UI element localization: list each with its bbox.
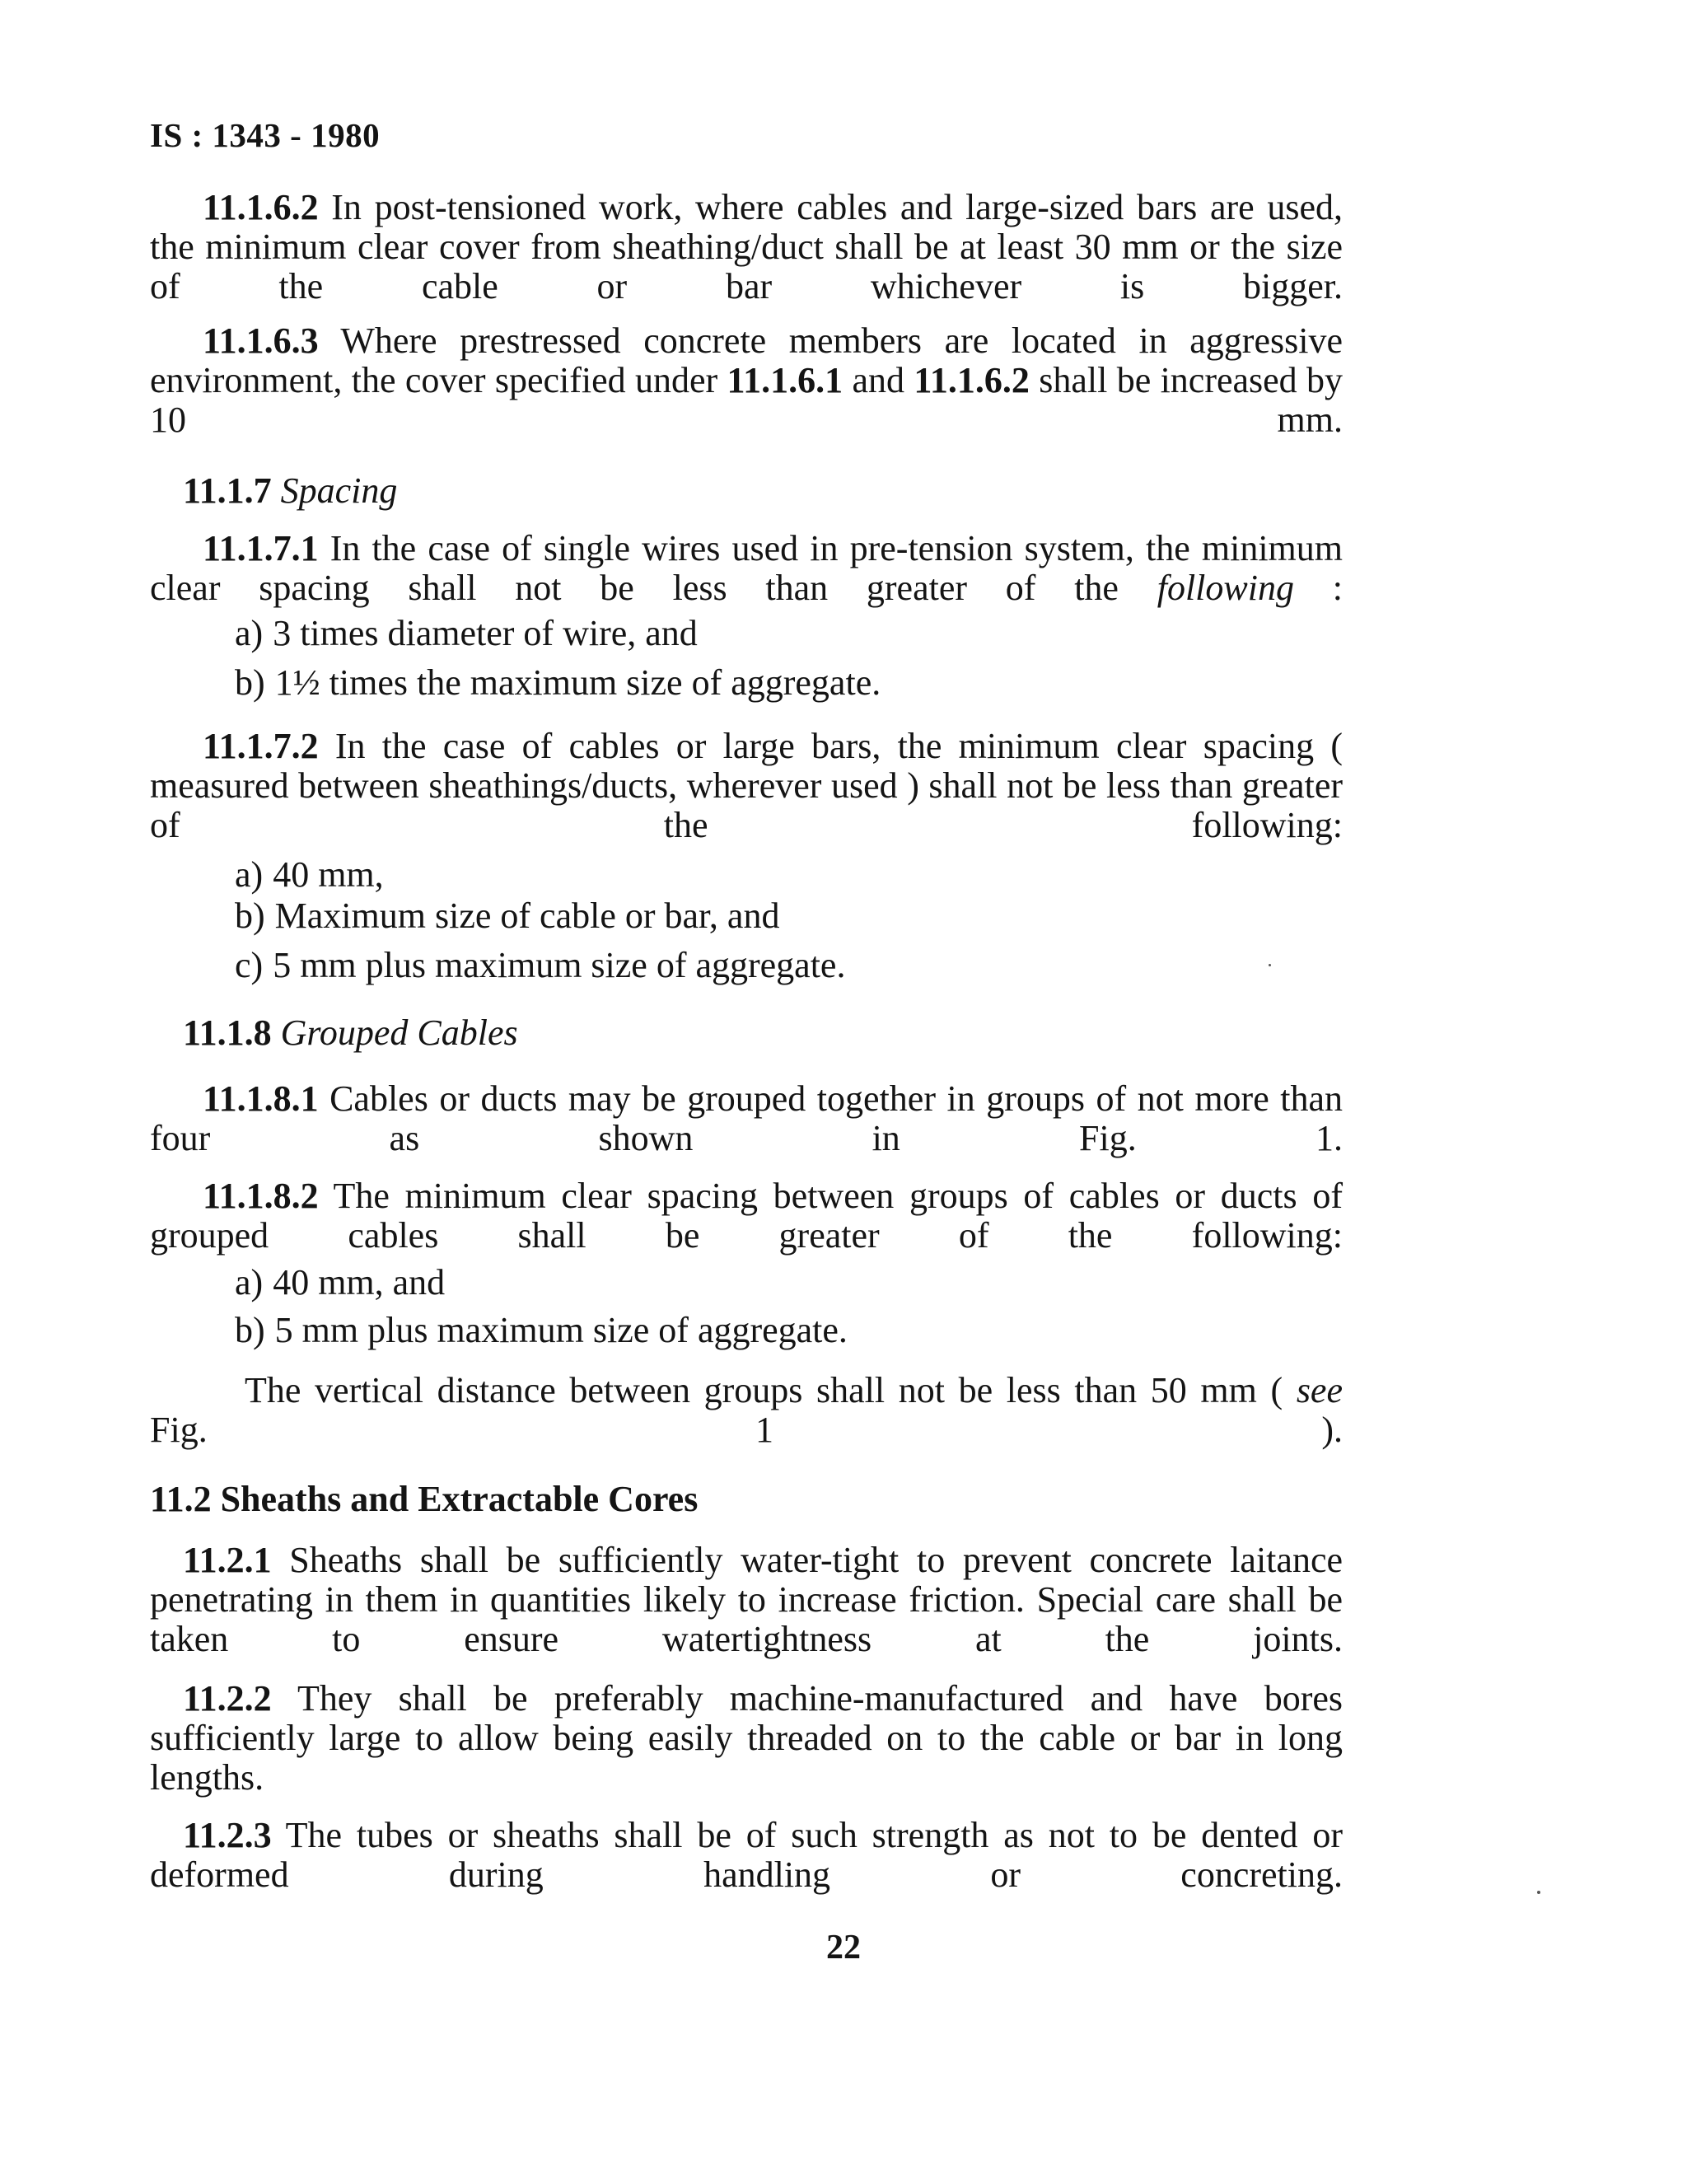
clause-text: Sheaths shall be sufficiently water-tight to prevent concrete laitance penetrating in them in quantities likely to increase friction. Special care shall be taken to ensure watertightness at the joints. [150, 1540, 1343, 1659]
list-item-text: 1½ times the maximum size of aggregate. [274, 662, 881, 703]
clause-text: and [843, 360, 914, 400]
clause-number: 11.2.2 [183, 1678, 272, 1719]
list-item-label: a) [235, 613, 264, 653]
clause-text: They shall be preferably machine-manufactured and have bores sufficiently large to allow being easily threaded on to the cable or bar in long lengths. [150, 1678, 1343, 1798]
clause-11-1-6-3 [150, 321, 1343, 479]
paragraph-text: The vertical distance between groups shall not be less than 50 mm ( [245, 1370, 1297, 1410]
list-item-label: c) [235, 945, 264, 985]
clause-number: 11.1.7.1 [203, 528, 319, 568]
clause-text: In the case of single wires used in pre-tension system, the minimum clear spacing shall not be less than greater of the [150, 528, 1343, 608]
list-item [235, 946, 845, 985]
list-item [235, 1263, 445, 1302]
list-item-label: a) [235, 854, 264, 895]
paragraph-vertical-distance [150, 1371, 1343, 1490]
heading-number: 11.1.8 [183, 1012, 272, 1053]
clause-number: 11.1.6.2 [203, 187, 319, 227]
heading-title: Grouped Cables [280, 1012, 518, 1053]
list-item [235, 1311, 848, 1350]
heading-11-2: 11.2 Sheaths and Extractable Cores [150, 1479, 699, 1519]
list-item-label: b) [235, 896, 265, 936]
clause-number: 11.1.8.2 [203, 1176, 319, 1216]
clause-reference: 11.1.6.2 [914, 360, 1030, 400]
clause-11-2-1 [150, 1541, 1343, 1699]
list-item-label: b) [235, 662, 265, 703]
clause-text: : [1293, 568, 1343, 608]
list-item-label: b) [235, 1310, 265, 1350]
paragraph-text: Fig. 1 ). [150, 1410, 1343, 1450]
list-item [235, 614, 698, 653]
list-item [235, 663, 881, 703]
list-item [235, 896, 779, 936]
clause-reference: 11.1.6.1 [727, 360, 844, 400]
clause-text: The tubes or sheaths shall be of such strength as not to be dented or deformed during handling or concreting. [150, 1815, 1343, 1895]
scan-speck [1537, 1891, 1540, 1894]
list-item-text: Maximum size of cable or bar, and [274, 896, 780, 936]
list-item-text: 5 mm plus maximum size of aggregate. [273, 945, 846, 985]
paragraph-italic-text: see [1296, 1370, 1343, 1410]
clause-text: The minimum clear spacing between groups of cables or ducts of grouped cables shall be greater of the following: [150, 1176, 1343, 1256]
clause-number: 11.1.7.2 [203, 726, 319, 766]
clause-text: Where prestressed concrete members are located in aggressive environment, the cover specified under [150, 320, 1343, 400]
clause-number: 11.2.3 [183, 1815, 272, 1855]
clause-text: shall be increased by 10 mm. [150, 360, 1344, 440]
list-item-text: 3 times diameter of wire, and [273, 613, 698, 653]
heading-11-1-8 [183, 1013, 518, 1053]
clause-11-2-3 [150, 1816, 1343, 1934]
clause-11-2-2 [150, 1679, 1343, 1837]
heading-11-1-7 [183, 471, 397, 511]
list-item-label: a) [235, 1262, 264, 1302]
clause-number: 11.1.6.3 [203, 320, 319, 361]
scan-speck [1269, 964, 1271, 966]
clause-text: In post-tensioned work, where cables and large-sized bars are used, the minimum clear cover from sheathing/duct shall be at least 30 mm or the size of the cable or bar whichever is bigger. [150, 187, 1343, 306]
clause-italic-text: following [1157, 568, 1294, 608]
page-number: 22 [826, 1929, 861, 1967]
list-item-text: 40 mm, and [273, 1262, 446, 1302]
heading-title: Spacing [280, 470, 398, 511]
clause-number: 11.2.1 [183, 1540, 272, 1580]
list-item [235, 855, 384, 895]
clause-number: 11.1.8.1 [203, 1078, 319, 1119]
document-header: IS : 1343 - 1980 [150, 116, 381, 154]
list-item-text: 40 mm, [273, 854, 384, 895]
clause-text: Cables or ducts may be grouped together in groups of not more than four as shown in Fig. 1. [150, 1078, 1343, 1158]
clause-text: In the case of cables or large bars, the minimum clear spacing ( measured between sheathings/ducts, wherever used ) shall not be less than greater of the following: [150, 726, 1343, 845]
heading-number: 11.1.7 [183, 470, 272, 511]
list-item-text: 5 mm plus maximum size of aggregate. [274, 1310, 848, 1350]
